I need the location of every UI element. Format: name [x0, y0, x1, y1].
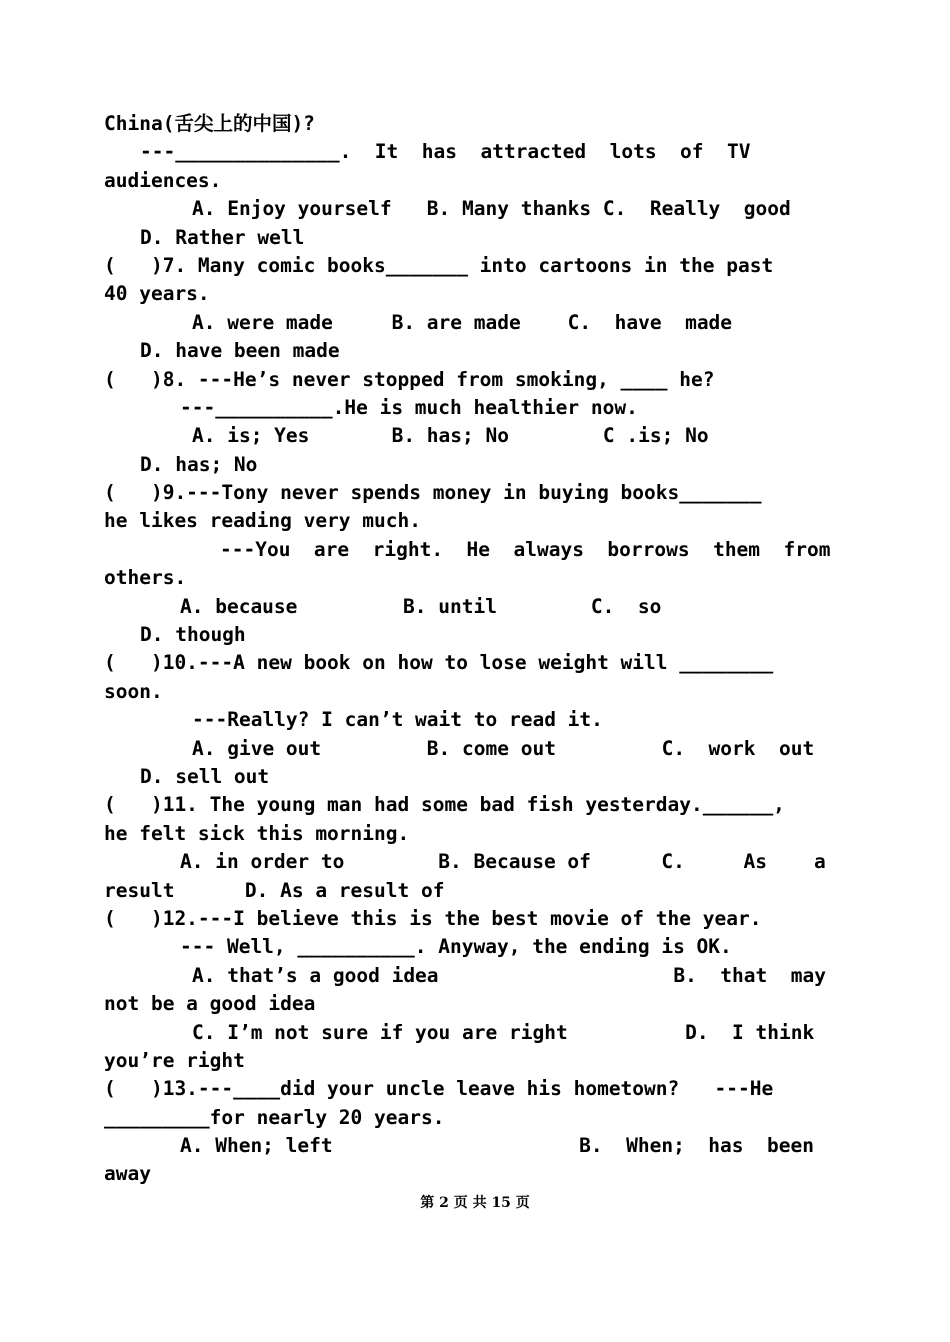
answer-options: D. Rather well: [140, 225, 305, 249]
question-line: ( )9.---Tony never spends money in buying books_______: [104, 481, 762, 505]
answer-options: A. were made B. are made C. have made: [192, 310, 733, 334]
question-line: ( )12.---I believe this is the best movie of the year.: [104, 906, 762, 930]
answer-options: D. have been made: [140, 339, 340, 363]
answer-options: result D. As a result of: [104, 878, 445, 902]
answer-options: not be a good idea: [104, 992, 316, 1016]
page-content: [104, 110, 846, 1189]
answer-options: A. When; left B. When; has been: [180, 1134, 814, 1158]
answer-options: A. is; Yes B. has; No C .is; No: [192, 424, 709, 448]
question-line: _________for nearly 20 years.: [104, 1105, 445, 1129]
question-line: 40 years.: [104, 282, 210, 306]
answer-options: away: [104, 1162, 151, 1186]
question-line: ( )8. ---He’s never stopped from smoking, ____ he?: [104, 367, 715, 391]
question-line: he felt sick this morning.: [104, 821, 410, 845]
answer-options: A. that’s a good idea B. that may: [192, 963, 826, 987]
answer-options: C. I’m not sure if you are right D. I think: [192, 1020, 815, 1044]
question-line: ---______________. It has attracted lots of TV: [140, 140, 751, 164]
page-number-footer: 第 2 页 共 15 页: [420, 1195, 530, 1211]
question-line: others.: [104, 566, 187, 590]
question-line: he likes reading very much.: [104, 509, 421, 533]
question-line: ---Really? I can’t wait to read it.: [192, 708, 603, 732]
answer-options: you’re right: [104, 1048, 245, 1072]
question-line: --- Well, __________. Anyway, the ending is OK.: [180, 935, 732, 959]
question-line: audiences.: [104, 168, 222, 192]
answer-options: A. in order to B. Because of C. As a: [180, 850, 826, 874]
question-line: China(舌尖上的中国)?: [104, 112, 315, 135]
answer-options: D. sell out: [140, 764, 270, 788]
question-line: ( )11. The young man had some bad fish yesterday.______,: [104, 793, 785, 817]
question-line: ( )10.---A new book on how to lose weight will ________: [104, 651, 774, 675]
answer-options: D. though: [140, 623, 246, 647]
answer-options: A. because B. until C. so: [180, 594, 662, 618]
question-line: ---__________.He is much healthier now.: [180, 395, 638, 419]
question-line: ---You are right. He always borrows them from: [220, 537, 831, 561]
question-line: ( )7. Many comic books_______ into cartoons in the past: [104, 253, 774, 277]
question-line: soon.: [104, 679, 163, 703]
answer-options: A. Enjoy yourself B. Many thanks C. Really good: [192, 197, 791, 221]
answer-options: D. has; No: [140, 452, 258, 476]
answer-options: A. give out B. come out C. work out: [192, 736, 815, 760]
question-line: ( )13.---____did your uncle leave his hometown? ---He: [104, 1077, 774, 1101]
